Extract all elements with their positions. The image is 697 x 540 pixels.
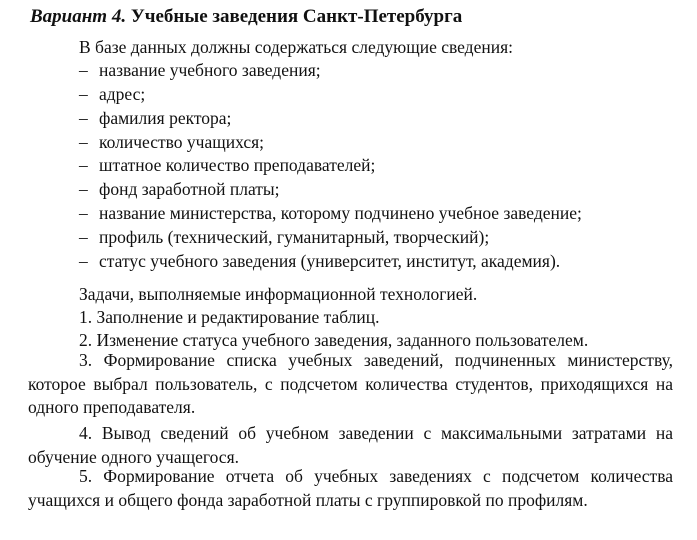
title-text: Учебные заведения Санкт-Петербурга xyxy=(130,6,463,27)
list-item xyxy=(79,178,280,200)
list-dash: – xyxy=(79,155,88,175)
list-item-text: адрес; xyxy=(99,84,146,104)
task-item: 3. Формирование списка учебных заведений, подчиненных министерству, которое выбрал пользователь, с подсчетом количества студентов, приходящихся на одного преподавателя. xyxy=(28,350,673,417)
list-dash: – xyxy=(79,132,88,152)
list-item-text: количество учащихся; xyxy=(99,132,265,152)
list-dash: – xyxy=(79,203,88,223)
list-item xyxy=(79,250,560,272)
list-item xyxy=(79,131,264,153)
list-item xyxy=(79,59,321,81)
intro-text: В базе данных должны содержаться следующие сведения: xyxy=(79,37,513,57)
list-item xyxy=(79,226,489,248)
list-item xyxy=(79,154,375,176)
list-item-text: статус учебного заведения (университет, институт, академия). xyxy=(99,251,561,271)
list-dash: – xyxy=(79,251,88,271)
list-item-text: фамилия ректора; xyxy=(99,108,232,128)
list-item xyxy=(79,202,582,224)
list-dash: – xyxy=(79,179,88,199)
title-variant: Вариант 4. xyxy=(30,6,127,27)
list-item-text: название учебного заведения; xyxy=(99,60,321,80)
list-item xyxy=(79,107,231,129)
list-dash: – xyxy=(79,60,88,80)
list-item-text: профиль (технический, гуманитарный, творческий); xyxy=(99,227,490,247)
list-item-text: фонд заработной платы; xyxy=(99,179,280,199)
list-dash: – xyxy=(79,108,88,128)
list-dash: – xyxy=(79,227,88,247)
task-item: 1. Заполнение и редактирование таблиц. xyxy=(79,307,380,327)
list-item-text: название министерства, которому подчинено учебное заведение; xyxy=(99,203,582,223)
task-item: 2. Изменение статуса учебного заведения, заданного пользователем. xyxy=(79,330,589,350)
document-title xyxy=(30,5,462,29)
list-item-text: штатное количество преподавателей; xyxy=(99,155,376,175)
task-item: 4. Вывод сведений об учебном заведении с максимальными затратами на обучение одного учащегося. xyxy=(28,423,673,467)
tasks-heading: Задачи, выполняемые информационной технологией. xyxy=(79,284,478,304)
list-item xyxy=(79,83,145,105)
task-item: 5. Формирование отчета об учебных заведениях с подсчетом количества учащихся и общего фонда заработной платы с группировкой по профилям. xyxy=(28,466,673,510)
list-dash: – xyxy=(79,84,88,104)
